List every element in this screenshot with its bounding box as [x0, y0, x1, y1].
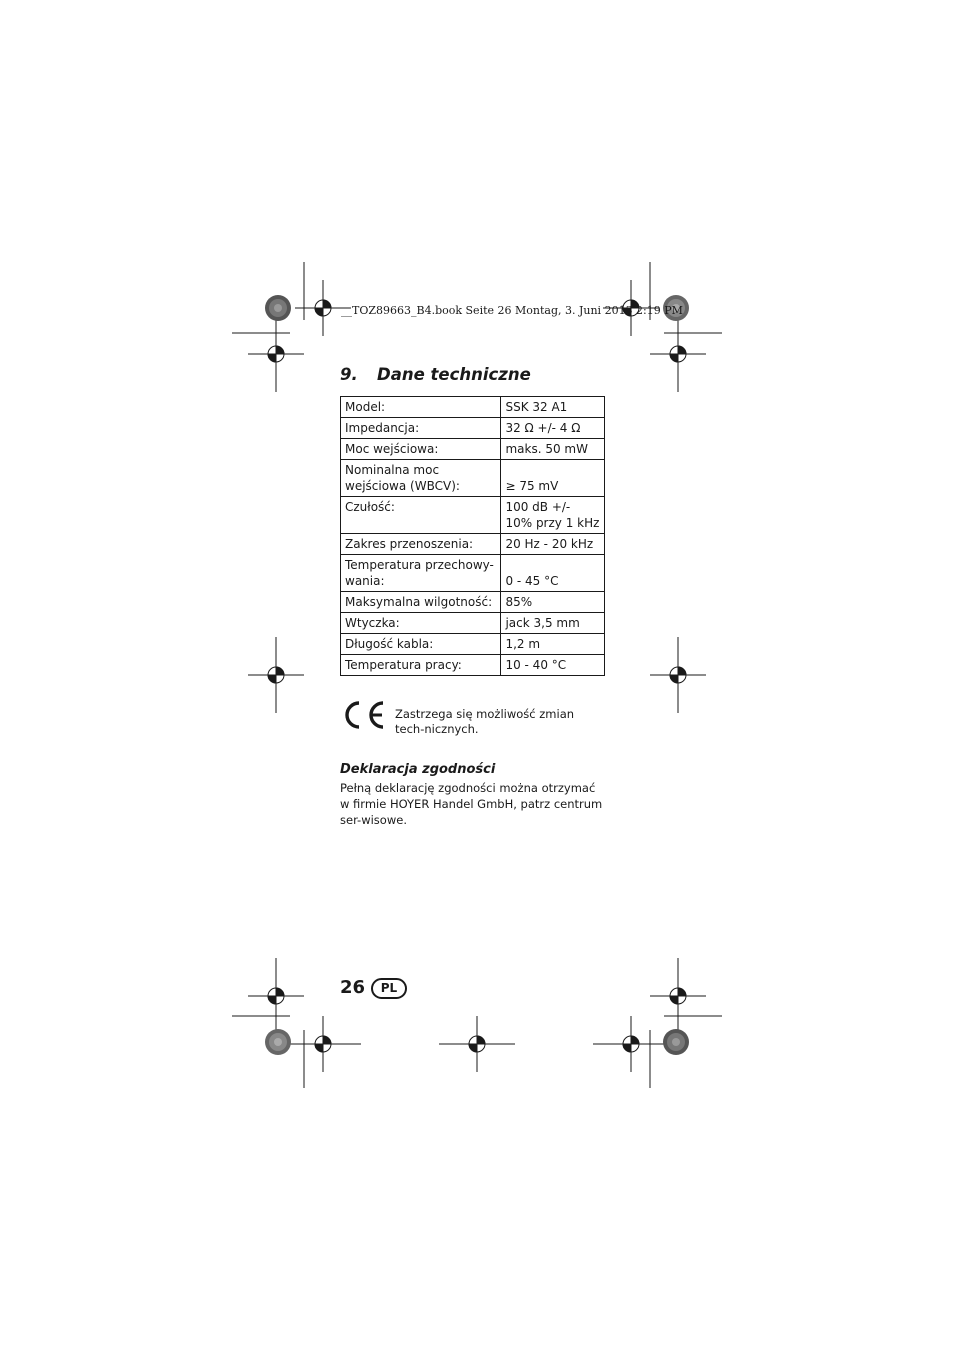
table-row: [341, 634, 605, 655]
page-number: 26: [340, 977, 366, 998]
color-bar-circle-icon: [663, 1029, 689, 1055]
spec-value: 20 Hz - 20 kHz: [501, 534, 605, 555]
language-badge: PL: [371, 978, 407, 999]
registration-mark-icon: [650, 316, 706, 392]
registration-mark-icon: [248, 958, 304, 1034]
spec-value: 1,2 m: [501, 634, 605, 655]
section-title: Dane techniczne: [377, 365, 531, 384]
spec-value: 85%: [501, 592, 605, 613]
spec-table: [340, 396, 605, 676]
spec-value: 10 - 40 °C: [501, 655, 605, 676]
spec-value: maks. 50 mW: [501, 439, 605, 460]
registration-mark-icon: [593, 1016, 669, 1072]
color-bar-circle-icon: [265, 1029, 291, 1055]
table-row: [341, 534, 605, 555]
section-heading: [340, 365, 531, 384]
registration-mark-icon: [650, 958, 706, 1034]
spec-label: Nominalna moc wejściowa (WBCV):: [341, 460, 501, 497]
spec-label: Impedancja:: [341, 418, 501, 439]
spec-label: Czułość:: [341, 497, 501, 534]
table-row: [341, 460, 605, 497]
registration-mark-icon: [248, 316, 304, 392]
table-row: [341, 418, 605, 439]
spec-value: ≥ 75 mV: [501, 460, 605, 497]
ce-note: Zastrzega się możliwość zmian tech-nicznych.: [395, 707, 575, 736]
table-row: [341, 397, 605, 418]
spec-label: Temperatura przechowy-wania:: [341, 555, 501, 592]
file-info-header: __TOZ89663_B4.book Seite 26 Montag, 3. Juni 2013 2:19 PM: [341, 304, 683, 317]
ce-mark-icon: [340, 699, 386, 731]
table-row: [341, 655, 605, 676]
table-row: [341, 592, 605, 613]
spec-label: Temperatura pracy:: [341, 655, 501, 676]
spec-value: SSK 32 A1: [501, 397, 605, 418]
spec-label: Model:: [341, 397, 501, 418]
spec-value: 32 Ω +/- 4 Ω: [501, 418, 605, 439]
registration-mark-icon: [248, 637, 304, 713]
declaration-text: Pełną deklarację zgodności można otrzymać w firmie HOYER Handel GmbH, patrz centrum ser-wisowe.: [340, 781, 603, 827]
table-row: [341, 497, 605, 534]
table-row: [341, 613, 605, 634]
spec-label: Moc wejściowa:: [341, 439, 501, 460]
registration-mark-icon: [285, 1016, 361, 1072]
declaration-title: Deklaracja zgodności: [340, 762, 496, 777]
spec-label: Długość kabla:: [341, 634, 501, 655]
registration-mark-icon: [439, 1016, 515, 1072]
section-number: 9.: [340, 365, 358, 384]
registration-mark-icon: [650, 637, 706, 713]
table-row: [341, 439, 605, 460]
spec-label: Maksymalna wilgotność:: [341, 592, 501, 613]
spec-value: 0 - 45 °C: [501, 555, 605, 592]
spec-label: Wtyczka:: [341, 613, 501, 634]
spec-value: 100 dB +/- 10% przy 1 kHz: [501, 497, 605, 534]
color-bar-circle-icon: [265, 295, 291, 321]
spec-label: Zakres przenoszenia:: [341, 534, 501, 555]
spec-value: jack 3,5 mm: [501, 613, 605, 634]
table-row: [341, 555, 605, 592]
